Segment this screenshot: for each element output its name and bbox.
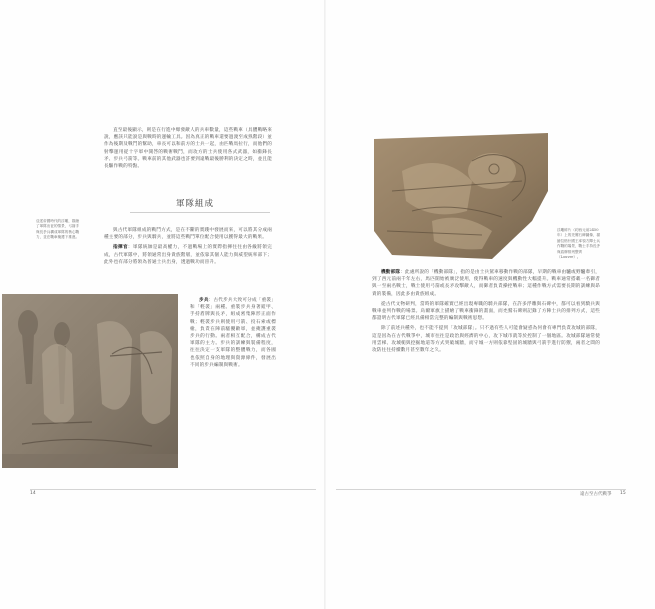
side-caption: 亞述帝國時代的浮雕，描繪了軍隊出征的情景，弓箭手與長矛兵構成軍隊的核心戰力，並在戰車掩護下推進。 bbox=[36, 219, 80, 240]
relief-caption: 浮雕碎片（約西元前2450年）上的禿鷲石碑圖像，描繪拉格什國王率領方陣士兵作戰的場景，戰士手持長矛與盾牌排列整齊（Louvre）。 bbox=[557, 228, 601, 260]
chariot-paragraph: 機動部隊：此處所說的「機動部隊」，指的是由士兵駕車移動作戰的部隊，早期的戰車由驢或野驢牽引，到了西元前兩千年左右，馬匹開始被廣泛使用，使得戰車的速度與機動性大幅提升。戰車通常搭載一名御者與一至兩名戰士，戰士使用弓箭或長矛攻擊敵人，而御者負責操控戰車；這種作戰方式需要長期的訓練與昂貴的裝備，因此多由貴族組成。 從古代文物研判，當時的軍隊確實已經出現專職的騎兵部隊，在許多浮雕與石碑中，都可以看到騎兵與戰車並列作戰的場景。烏爾軍旗上描繪了戰車衝鋒的畫面，而禿鷲石碑則記錄了方陣士兵的排列方式，這些都證明古代軍隊已經具備相當完整的編制與戰術思想。 除了前述兵種外，也不能不提到「攻城部隊」。只不過有些人可能會疑惑為何會有專門負責攻城的部隊，這是因為在古代戰爭中，城市往往是政治與經濟的中心，攻下城市就等於控制了一個地區。攻城部隊通常使用雲梯、攻城槌與挖掘地道等方式突破城牆，而守城一方則依靠堅固的城牆與弓箭手進行防禦，兩者之間的攻防往往持續數月甚至數年之久。 bbox=[372, 270, 600, 354]
relief-fragment-photo bbox=[372, 131, 550, 262]
right-page-number: 15 bbox=[620, 491, 626, 496]
section-heading: 軍隊組成 bbox=[176, 199, 215, 209]
running-footer-title: 遠古至古代戰爭 bbox=[580, 492, 612, 497]
left-page-number: 14 bbox=[30, 491, 36, 496]
intro-paragraph: 直至最後顯示，則是在行進中爆發敵人的兵車數量，這些戰車（具體戰略來說，應該只能說是與戰時的運輸工具。因為真正的戰車還要過渡至成熟階段）並作為後期及戰鬥的幫助，車長可以和前方的士兵一起，由匹戰馬拉行，而他們的射擊運用從十字軍中開啓的戰術戰鬥，而攻方的士兵使用各式武器，如衝鋒長矛、步兵弓箭等。戰車前的其他武器也許要到遠戰最後勝利的決定之時，並且能長驅作戰的特點。 bbox=[104, 128, 273, 170]
left-bottom-rule bbox=[30, 489, 316, 490]
left-page bbox=[0, 0, 325, 609]
section-paragraph-1: 與古代軍隊組成的戰鬥方式，是在不斷的實踐中發展而來，可以將其分成兩種主要的部分，步兵與騎兵，並將這些戰鬥單位配合使用以獲得最大的戰果。 指揮官：軍隊統帥是最高權力，不過戰場上的實際指揮往往由各級將領完成，古代軍隊中，將領通常出身貴族階層，並依靠其個人能力與威望統率部下；此外也有部分將領為普通士兵出身，透過戰功而晉升。 bbox=[104, 228, 272, 265]
section-heading-rule bbox=[130, 212, 270, 213]
right-page bbox=[326, 0, 655, 609]
assyrian-relief-photo bbox=[2, 294, 178, 468]
right-bottom-rule bbox=[336, 489, 626, 490]
infantry-paragraph: 步兵：古代步兵大致可分成「重裝」和「輕裝」兩種。重裝步兵身著鎧甲、手持盾牌與長矛，組成密集陣形正面作戰；輕裝步兵則使用弓箭、投石索或標槍，負責在陣前騷擾敵軍，並掩護重裝步兵的行動。兩者相互配合，構成古代軍隊的主力。步兵的訓練與裝備程度，往往決定一支軍隊的整體戰力，而各國也依照自身的地理與資源條件，發展出不同的步兵編制與戰術。 bbox=[190, 298, 276, 368]
